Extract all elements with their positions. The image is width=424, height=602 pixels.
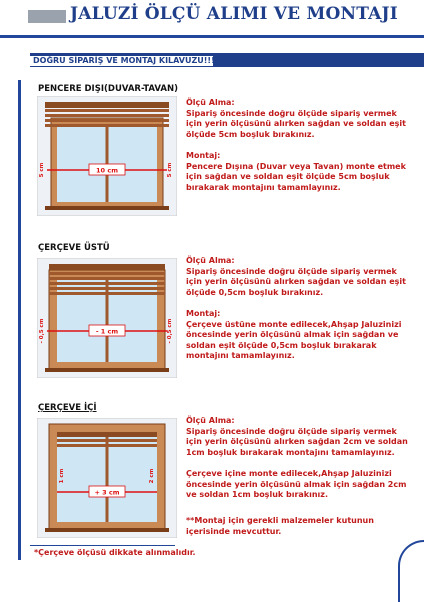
measure-text: Sipariş öncesinde doğru ölçüde sipariş vermek için yerin ölçüsünü alırken sağdan ve soldan eşit ölçüde 0,5cm boşluk bırakınız. (186, 266, 406, 297)
dim-left-label: 1 cm (59, 468, 65, 484)
dim-width-label: 10 cm (96, 166, 118, 175)
dim-right-label: - 0,5 cm (167, 318, 173, 344)
section-label-frame-top: ÇERÇEVE ÜSTÜ (38, 243, 110, 253)
title-rule (0, 35, 424, 38)
section-text-outside (186, 98, 414, 193)
mount-text: Çerçeve üstüne monte edilecek,Ahşap Jaluzinizi öncesinde yerin ölçüsünü almak için sağdan ve soldan eşit ölçüde 0,5cm boşluk bırakarak montajını tamamlayınız. (186, 319, 402, 361)
decor-arc (398, 540, 424, 602)
guide-label: DOĞRU SİPARİŞ VE MONTAJ KILAVUZU!!! (30, 56, 213, 66)
header-decor-bar (28, 10, 66, 23)
measure-text: Sipariş öncesinde doğru ölçüde sipariş vermek için yerin ölçüsünü alırken sağdan ve soldan eşit ölçüde 5cm boşluk bırakınız. (186, 108, 406, 139)
section-text-frame-top (186, 256, 414, 362)
mount-heading: Montaj: (186, 308, 221, 318)
section-text-frame-inside (186, 416, 414, 501)
mount-text: Pencere Dışına (Duvar veya Tavan) monte etmek için sağdan ve soldan eşit ölçüde 5cm boşluk bırakarak montajını tamamlayınız. (186, 161, 406, 192)
mount-text: Çerçeve içine monte edilecek,Ahşap Jaluzinizi öncesinde yerin ölçüsünü almak için sağdan 2cm ve soldan 1cm boşluk bırakınız. (186, 468, 407, 500)
page-title: JALUZİ ÖLÇÜ ALIMI VE MONTAJI (70, 4, 398, 24)
window-illustration-outside (37, 96, 177, 216)
dim-left-label: - 0,5 cm (39, 318, 45, 344)
mount-heading: Montaj: (186, 150, 221, 160)
materials-note: **Montaj için gerekli malzemeler kutunun içerisinde mevcuttur. (186, 516, 374, 536)
footer-rule (30, 545, 175, 546)
measure-text: Sipariş öncesinde doğru ölçüde sipariş vermek için yerin ölçüsünü alırken sağdan 2cm ve soldan 1cm boşluk bırakarak montajını tamamlayınız. (186, 426, 408, 457)
dim-right-label: 2 cm (149, 468, 155, 484)
measure-heading: Ölçü Alma: (186, 416, 235, 425)
measure-heading: Ölçü Alma: (186, 256, 235, 265)
dim-width-label: + 3 cm (94, 488, 120, 497)
section-label-outside: PENCERE DIŞI(DUVAR-TAVAN) (38, 84, 178, 94)
dim-right-label: 5 cm (167, 162, 173, 178)
window-illustration-frame-inside (37, 418, 177, 538)
dim-left-label: 5 cm (39, 162, 45, 178)
left-rail (18, 80, 21, 560)
frame-note: *Çerçeve ölçüsü dikkate alınmalıdır. (34, 548, 196, 557)
dim-width-label: - 1 cm (95, 327, 119, 336)
window-illustration-frame-top (37, 258, 177, 378)
section-label-frame-inside: ÇERÇEVE İÇİ (38, 403, 97, 413)
measure-heading: Ölçü Alma: (186, 98, 235, 107)
